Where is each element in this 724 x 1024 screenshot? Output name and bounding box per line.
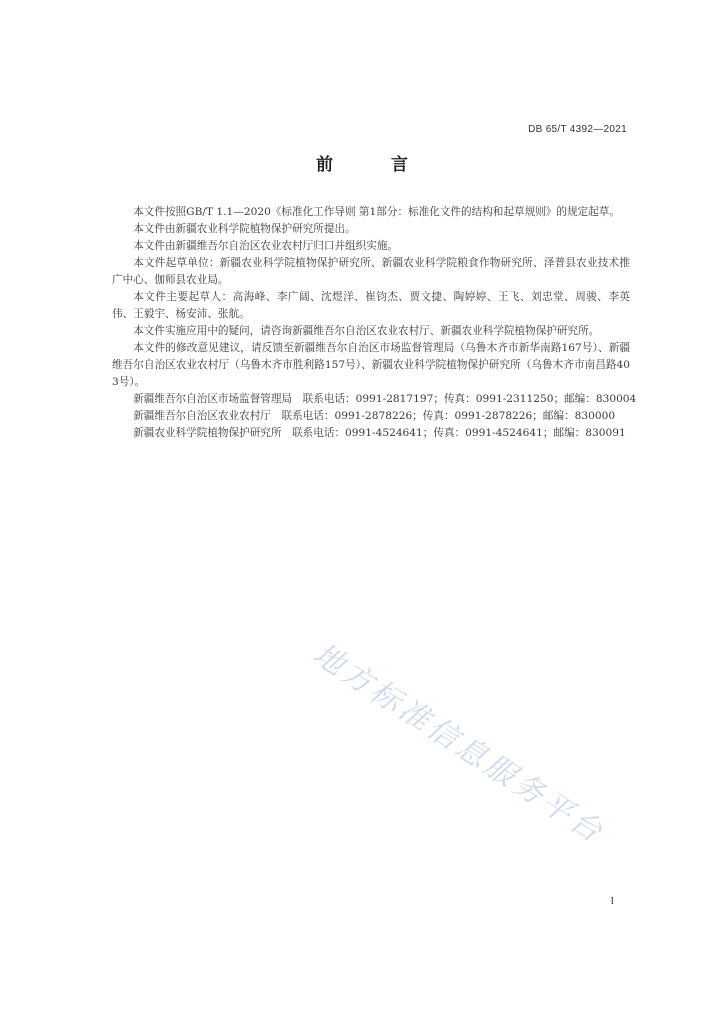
contact-list xyxy=(112,391,637,442)
contact-line: 新疆维吾尔自治区农业农村厅 联系电话：0991-2878226；传真：0991-2878226；邮编：830000 xyxy=(133,410,616,422)
paragraph-administrator: 本文件由新疆维吾尔自治区农业农村厅归口并组织实施。 xyxy=(133,240,399,252)
paragraph-feedback: 本文件的修改意见建议，请反馈至新疆维吾尔自治区市场监督管理局（乌鲁木齐市新华南路167号）、新疆维吾尔自治区农业农村厅（乌鲁木齐市胜利路157号）、新疆农业科学院植物保护研究所（乌鲁木齐市南昌路403号）。 xyxy=(112,342,630,388)
paragraph-proposer: 本文件由新疆农业科学院植物保护研究所提出。 xyxy=(133,223,356,235)
contact-line: 新疆农业科学院植物保护研究所 联系电话：0991-4524641；传真：0991-4524641；邮编：830091 xyxy=(133,427,626,439)
page-title: 前 言 xyxy=(316,155,434,175)
paragraph-drafting-rules: 本文件按照GB/T 1.1—2020《标准化工作导则 第1部分：标准化文件的结构和起草规则》的规定起草。 xyxy=(133,206,620,218)
foreword-body xyxy=(112,204,637,442)
document-code: DB 65/T 4392—2021 xyxy=(528,124,627,135)
watermark-text: 地方标准信息服务平台 xyxy=(306,636,611,852)
page-number: I xyxy=(610,896,614,907)
contact-line: 新疆维吾尔自治区市场监督管理局 联系电话：0991-2817197；传真：0991-2311250；邮编：830004 xyxy=(133,393,637,405)
paragraph-inquiries: 本文件实施应用中的疑问，请咨询新疆维吾尔自治区农业农村厅、新疆农业科学院植物保护研究所。 xyxy=(133,325,600,337)
paragraph-drafters: 本文件主要起草人：高海峰、李广阔、沈煜洋、崔钧杰、贾文捷、陶婷婷、王飞、刘忠堂、周骏、李英伟、王毅宇、杨安沛、张航。 xyxy=(112,291,630,320)
paragraph-drafting-units: 本文件起草单位：新疆农业科学院植物保护研究所、新疆农业科学院粮食作物研究所、泽普县农业技术推广中心、伽师县农业局。 xyxy=(112,257,630,286)
